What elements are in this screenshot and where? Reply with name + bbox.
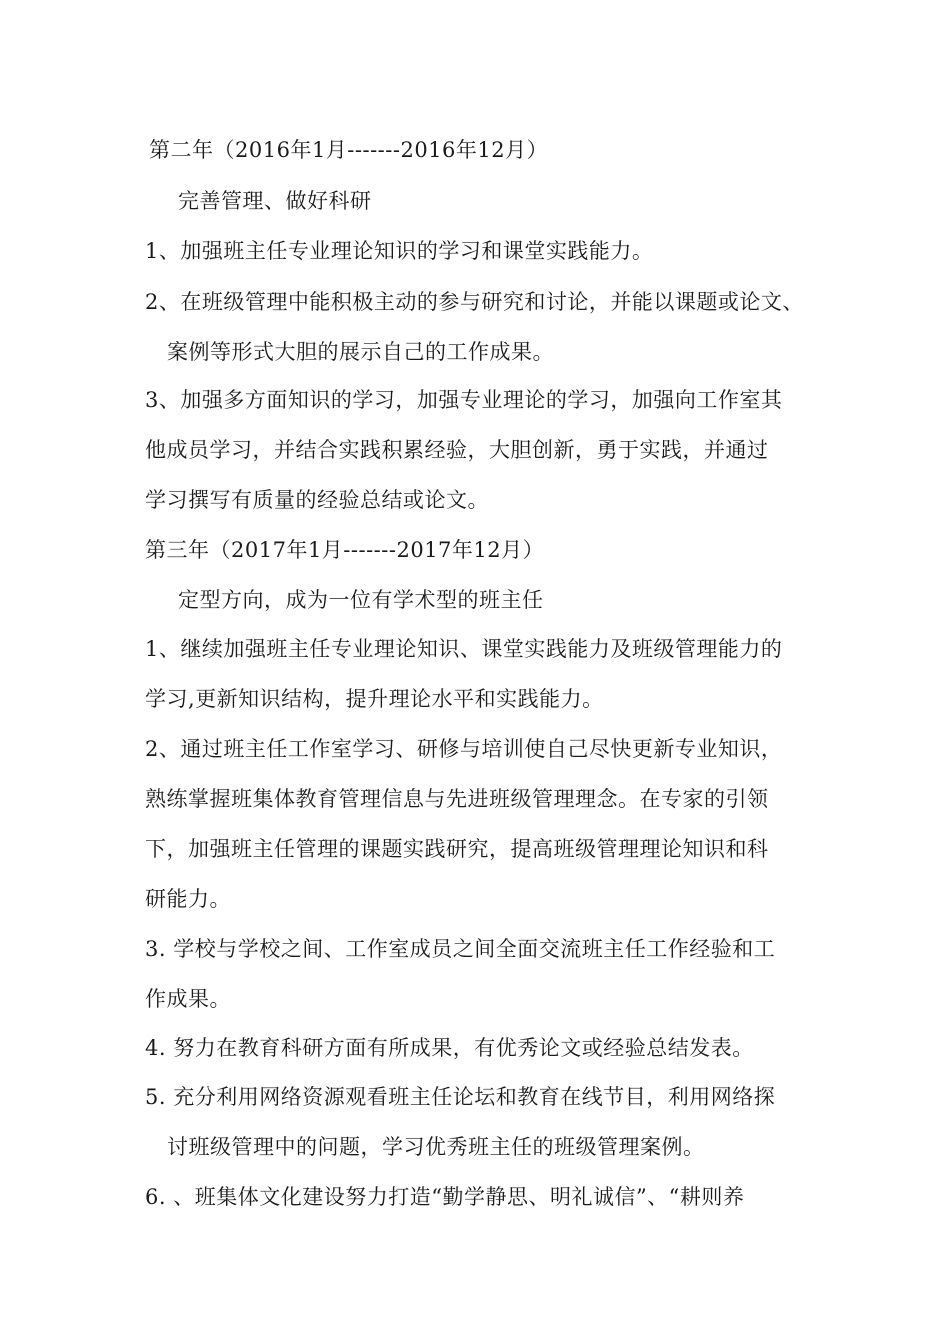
year3-item2-line3: 下，加强班主任管理的课题实践研究，提高班级管理理论知识和科 (145, 837, 769, 861)
year2-item2-line1: 2、在班级管理中能积极主动的参与研究和讨论，并能以课题或论文、 (145, 290, 804, 314)
year3-item6-line1: 6. 、班集体文化建设努力打造“勤学静思、明礼诚信”、“耕则养 (145, 1185, 745, 1209)
year3-subheading: 定型方向，成为一位有学术型的班主任 (178, 588, 544, 612)
year2-subheading: 完善管理、做好科研 (178, 189, 372, 213)
year2-item2-line2: 案例等形式大胆的展示自己的工作成果。 (167, 340, 554, 364)
year3-item2-line4: 研能力。 (145, 887, 231, 911)
year3-item5-line2: 讨班级管理中的问题，学习优秀班主任的班级管理案例。 (167, 1135, 705, 1159)
year3-item5-line1: 5. 充分利用网络资源观看班主任论坛和教育在线节目，利用网络探 (145, 1085, 776, 1109)
year2-heading: 第二年（2016年1月-------2016年12月） (149, 138, 549, 162)
year2-item3-line1: 3、加强多方面知识的学习，加强专业理论的学习，加强向工作室其 (145, 388, 783, 412)
year3-item1-line2: 学习,更新知识结构，提升理论水平和实践能力。 (145, 687, 604, 711)
year2-item1: 1、加强班主任专业理论知识的学习和课堂实践能力。 (145, 239, 654, 263)
year2-item3-line2: 他成员学习，并结合实践积累经验，大胆创新，勇于实践，并通过 (145, 438, 769, 462)
year3-item2-line2: 熟练掌握班集体教育管理信息与先进班级管理理念。在专家的引领 (145, 787, 769, 811)
year3-item1-line1: 1、继续加强班主任专业理论知识、课堂实践能力及班级管理能力的 (145, 637, 783, 661)
year3-item4: 4. 努力在教育科研方面有所成果，有优秀论文或经验总结发表。 (145, 1036, 754, 1060)
year3-item3-line1: 3. 学校与学校之间、工作室成员之间全面交流班主任工作经验和工 (145, 937, 776, 961)
year3-item2-line1: 2、通过班主任工作室学习、研修与培训使自己尽快更新专业知识， (145, 737, 783, 761)
year3-item3-line2: 作成果。 (145, 987, 231, 1011)
year2-item3-line3: 学习撰写有质量的经验总结或论文。 (145, 488, 489, 512)
year3-heading: 第三年（2017年1月-------2017年12月） (145, 538, 545, 562)
